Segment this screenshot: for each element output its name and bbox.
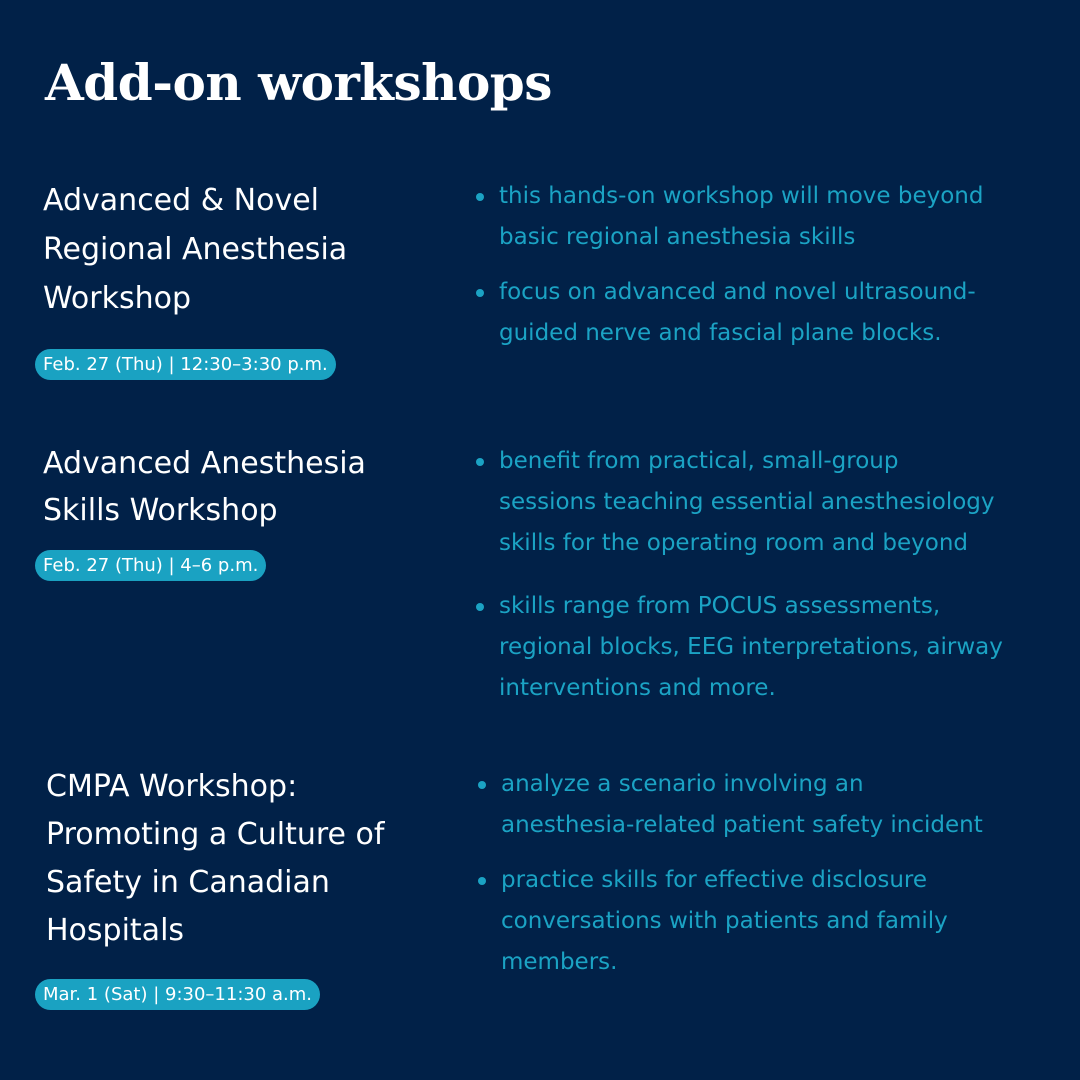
bullet-line: skills for the operating room and beyond [499,530,969,556]
page-title: Add-on workshops [45,53,552,112]
bullet-dot-icon [476,603,484,611]
bullet-dot-icon [476,289,484,297]
bullet-line: conversations with patients and family [501,908,948,934]
bullet-item [472,586,1032,709]
bullet-line: anesthesia-related patient safety incident [501,812,983,838]
workshop-1-title [43,176,347,323]
bullet-line: basic regional anesthesia skills [499,224,856,250]
workshop-3-title [46,763,384,955]
bullet-dot-icon [478,781,486,789]
workshop-2-title-line: Skills Workshop [43,493,278,528]
bullet-line: this hands-on workshop will move beyond [499,183,984,209]
workshop-2-date-badge: Feb. 27 (Thu) | 4–6 p.m. [35,550,266,581]
bullet-line: analyze a scenario involving an [501,771,864,797]
workshop-3-title-line: CMPA Workshop: [46,769,298,804]
workshop-1-title-line: Regional Anesthesia [43,232,348,267]
bullet-line: sessions teaching essential anesthesiology [499,489,995,515]
workshop-3-date-badge: Mar. 1 (Sat) | 9:30–11:30 a.m. [35,979,320,1010]
bullet-dot-icon [478,877,486,885]
bullet-item [472,272,1032,354]
workshop-1-title-line: Workshop [43,281,192,316]
bullet-line: benefit from practical, small-group [499,448,899,474]
workshop-2-title [43,440,366,534]
bullet-line: members. [501,949,618,975]
workshop-3-title-line: Promoting a Culture of [46,817,385,852]
bullet-line: skills range from POCUS assessments, [499,593,941,619]
bullet-item [474,764,1034,846]
bullet-item [474,860,1034,983]
workshop-1-bullet-list [472,176,1032,368]
bullet-line: regional blocks, EEG interpretations, airway [499,634,1003,660]
workshop-2-title-line: Advanced Anesthesia [43,446,366,481]
workshop-1-date-badge: Feb. 27 (Thu) | 12:30–3:30 p.m. [35,349,336,380]
workshop-3-bullet-list [474,764,1034,997]
bullet-item [472,176,1032,258]
bullet-line: guided nerve and fascial plane blocks. [499,320,942,346]
bullet-line: focus on advanced and novel ultrasound- [499,279,976,305]
workshop-2-bullet-list [472,441,1032,723]
bullet-item [472,441,1032,564]
workshop-1-title-line: Advanced & Novel [43,183,319,218]
workshop-3-title-line: Safety in Canadian [46,865,330,900]
bullet-line: practice skills for effective disclosure [501,867,928,893]
workshop-3-title-line: Hospitals [46,913,185,948]
bullet-line: interventions and more. [499,675,776,701]
bullet-dot-icon [476,193,484,201]
bullet-dot-icon [476,458,484,466]
